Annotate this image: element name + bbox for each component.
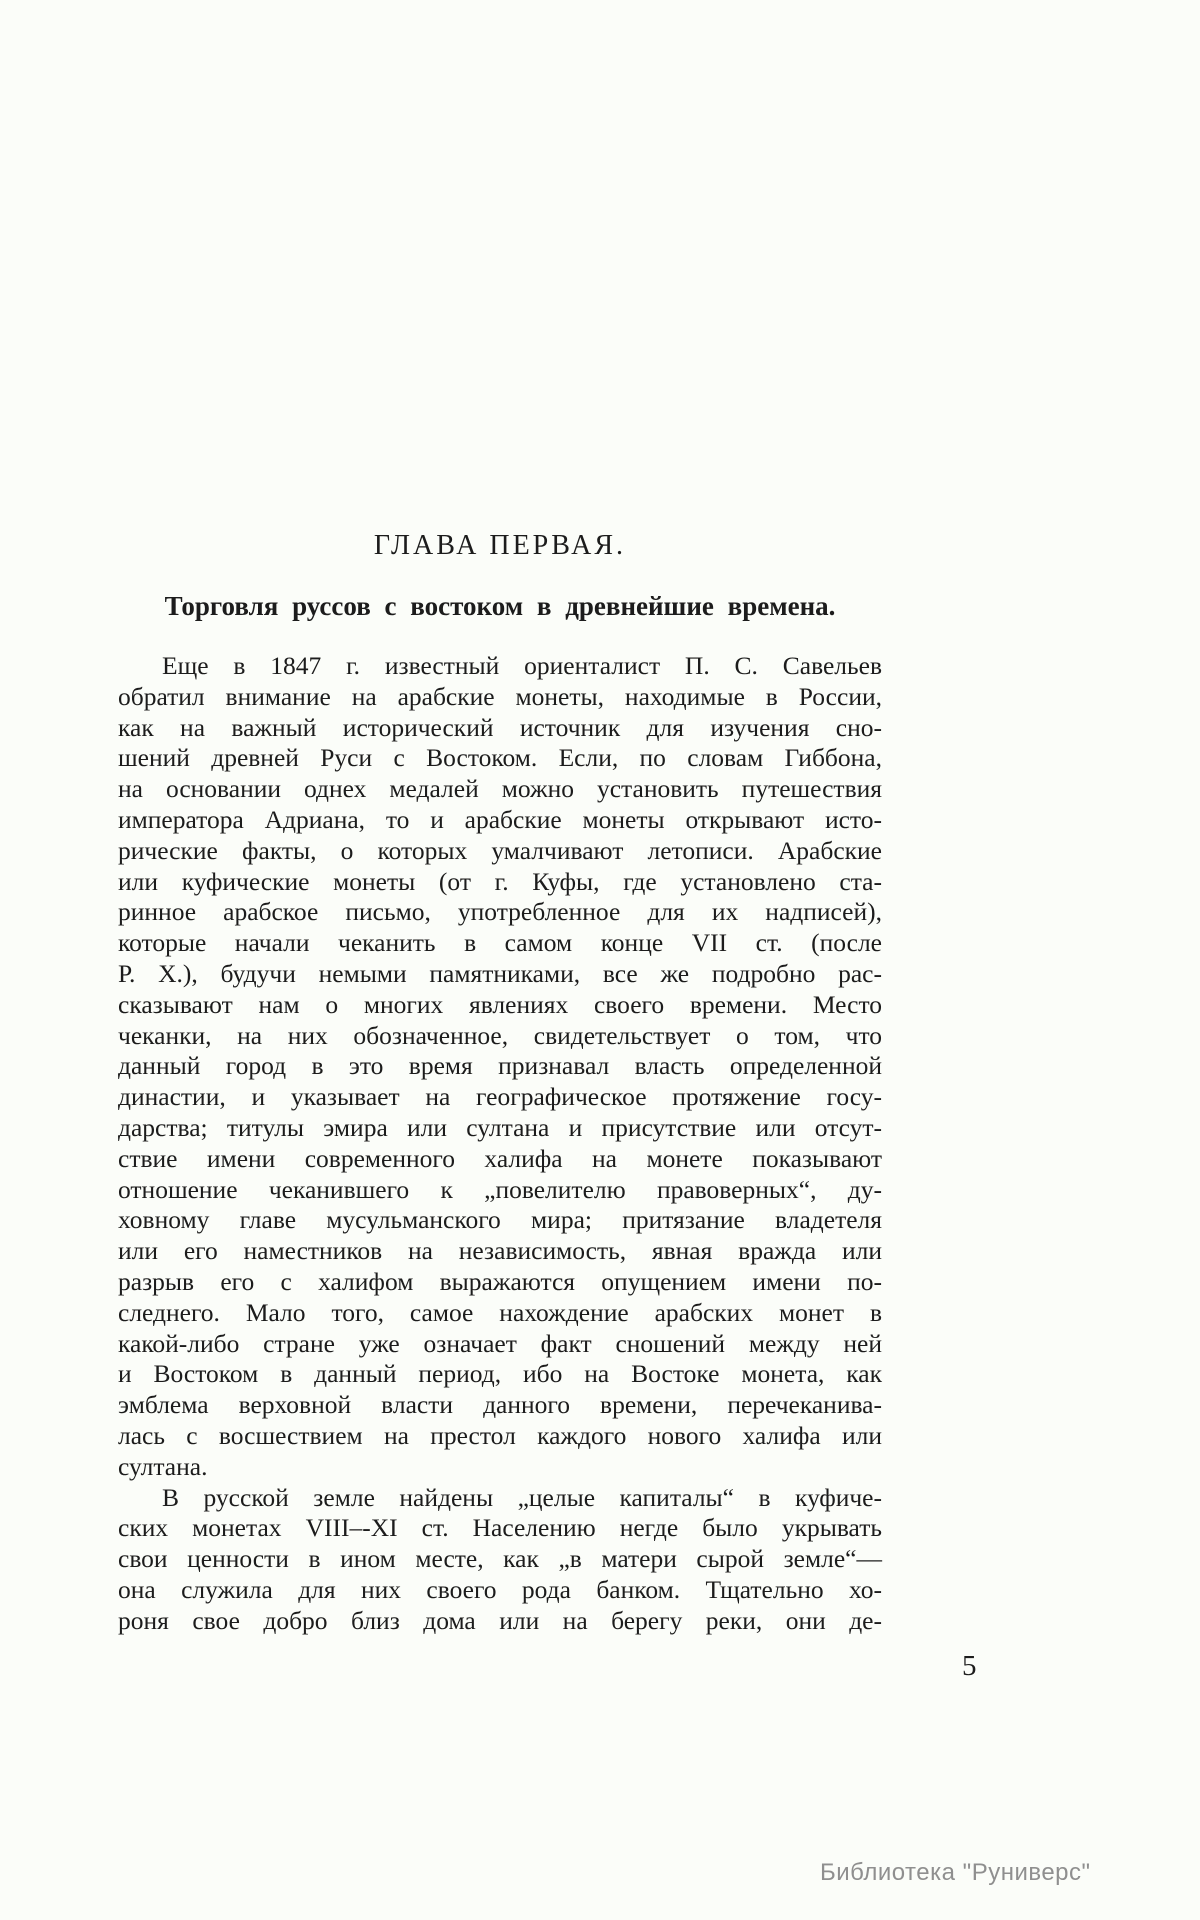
text-line: следнего. Мало того, самое нахождение арабских монет в (118, 1297, 882, 1327)
text-line: роня свое добро близ дома или на берегу реки, они де- (118, 1605, 882, 1635)
text-line: которые начали чеканить в самом конце VII ст. (после (118, 928, 882, 958)
text-line: разрыв его с халифом выражаются опущением имени по- (118, 1266, 882, 1296)
text-line: и Востоком в данный период, ибо на Востоке монета, как (118, 1359, 882, 1389)
text-line: она служила для них своего рода банком. Тщательно хо- (118, 1574, 882, 1604)
text-line: Еще в 1847 г. известный ориенталист П. С. Савельев (162, 651, 882, 680)
chapter-heading: ГЛАВА ПЕРВАЯ. (373, 530, 627, 561)
text-line: свои ценности в ином месте, как „в матери сырой земле“— (118, 1544, 882, 1574)
text-line: дарства; титулы эмира или султана и присутствие или отсут- (118, 1112, 882, 1142)
text-line: или куфические монеты (от г. Куфы, где установлено ста- (118, 866, 882, 896)
text-line: ховному главе мусульманского мира; притязание владетеля (118, 1205, 882, 1235)
text-line: Р. Х.), будучи немыми памятниками, все же подробно рас- (118, 958, 882, 988)
watermark: Библиотека "Руниверс" (820, 1859, 1091, 1886)
text-line: В русской земле найдены „целые капиталы“ в куфиче- (162, 1482, 882, 1512)
text-line: ринное арабское письмо, употребленное для их надписей), (118, 897, 882, 927)
text-line: ствие имени современного халифа на монете показывают (118, 1143, 882, 1173)
text-line: сказывают нам о многих явлениях своего времени. Место (118, 989, 882, 1019)
text-line: или его наместников на независимость, явная вражда или (118, 1236, 882, 1266)
text-line: шений древней Руси с Востоком. Если, по словам Гиббона, (118, 743, 882, 773)
text-line: эмблема верховной власти данного времени, перечеканива- (118, 1390, 882, 1420)
page-number: 5 (962, 1650, 977, 1682)
text-line: какой-либо стране уже означает факт сношений между ней (118, 1328, 882, 1358)
body-text (118, 651, 882, 1637)
text-line: отношение чеканившего к „повелителю правоверных“, ду- (118, 1174, 882, 1204)
text-line: династии, и указывает на географическое протяжение госу- (118, 1082, 882, 1112)
text-line: ских монетах VIII–-XI ст. Населению негде было укрывать (118, 1513, 882, 1543)
text-line: как на важный исторический источник для изучения сно- (118, 712, 882, 742)
text-line: лась с восшествием на престол каждого нового халифа или (118, 1420, 882, 1450)
text-line: на основании однех медалей можно установить путешествия (118, 774, 882, 804)
text-line: императора Адриана, то и арабские монеты открывают исто- (118, 804, 882, 834)
text-line: чеканки, на них обозначенное, свидетельствует о том, что (118, 1020, 882, 1050)
text-line: рические факты, о которых умалчивают летописи. Арабские (118, 835, 882, 865)
text-line: данный город в это время признавал власть определенной (118, 1051, 882, 1081)
section-title: Торговля руссов с востоком в древнейшие времена. (164, 591, 836, 621)
text-line: султана. (118, 1451, 208, 1481)
text-line: обратил внимание на арабские монеты, находимые в России, (118, 681, 882, 711)
